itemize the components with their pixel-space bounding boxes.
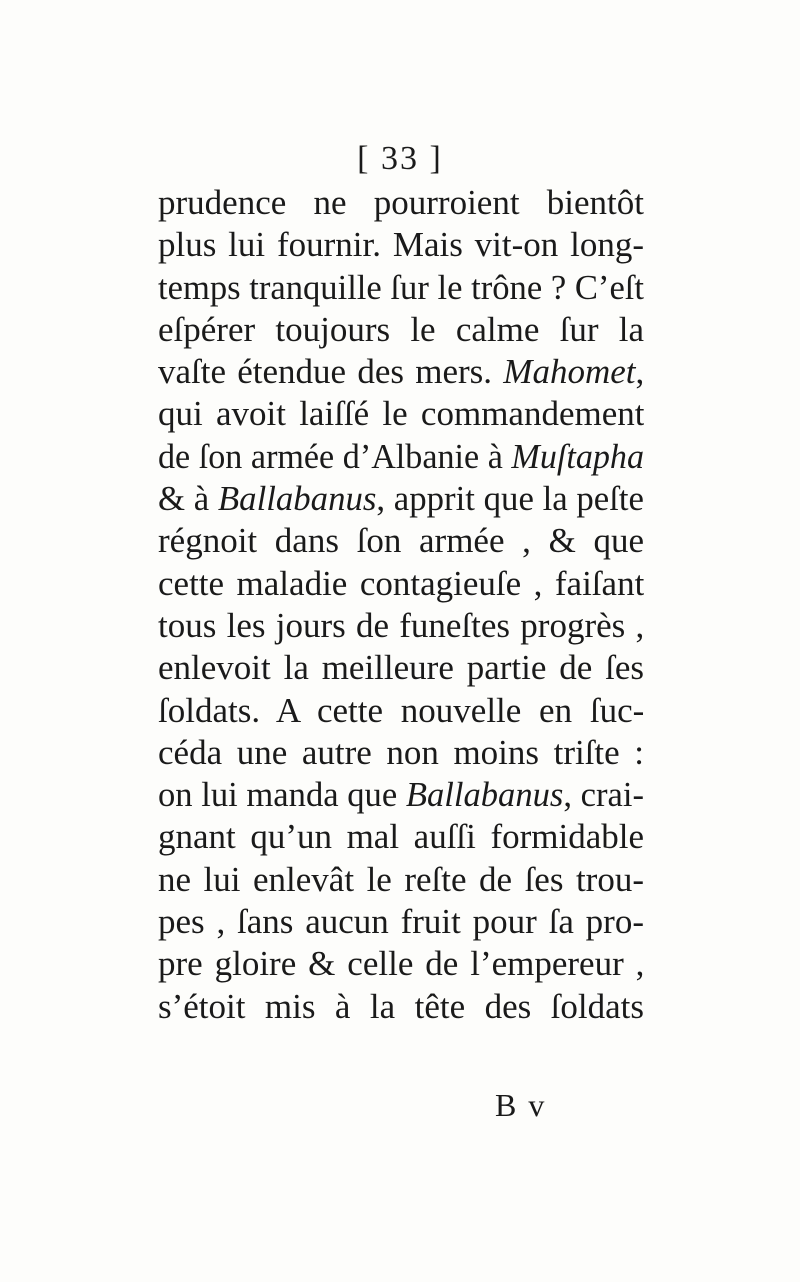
text-line — [158, 859, 644, 901]
text-segment: vaſte étendue des mers. — [158, 352, 504, 392]
text-segment: prudence ne pourroient bientôt — [158, 183, 644, 222]
text-segment: pre gloire & celle de l’empereur , — [158, 944, 644, 984]
text-segment: de ſon armée d’Albanie à — [158, 436, 512, 476]
text-segment: s’étoit mis à la tête des ſoldats — [158, 986, 644, 1026]
text-segment: enlevoit la meilleure partie de ſes — [158, 648, 644, 688]
text-segment: régnoit dans ſon armée , & que — [158, 521, 644, 561]
text-segment: plus lui fournir. Mais vit-on long- — [158, 225, 644, 265]
text-line — [158, 605, 644, 647]
text-line — [158, 563, 644, 605]
catchword: B v — [495, 1087, 547, 1123]
body-text — [158, 182, 644, 1028]
text-segment: céda une autre non moins triſte : — [158, 732, 644, 772]
text-segment: ne lui enlevât le reſte de ſes trou- — [158, 859, 644, 899]
text-line — [158, 943, 644, 985]
italic-name: Muſtapha — [511, 436, 644, 476]
text-line — [158, 690, 644, 732]
text-segment: temps tranquille ſur le trône ? C’eſt — [158, 267, 644, 307]
text-line — [158, 732, 644, 774]
text-line — [158, 351, 644, 393]
text-line — [158, 224, 644, 266]
text-line — [158, 520, 644, 562]
text-line — [158, 478, 644, 520]
text-segment: on lui manda que — [158, 775, 406, 815]
text-segment: , apprit que la peſte — [376, 479, 644, 519]
text-line — [158, 436, 644, 478]
text-line — [158, 816, 644, 858]
text-line — [158, 901, 644, 943]
text-segment: , — [635, 352, 644, 392]
text-segment: eſpérer toujours le calme ſur la — [158, 309, 644, 349]
text-line — [158, 986, 644, 1028]
text-line — [158, 309, 644, 351]
italic-name: Ballabanus — [217, 479, 377, 519]
text-segment: tous les jours de funeſtes progrès , — [158, 605, 644, 645]
text-segment: ſoldats. A cette nouvelle en ſuc- — [158, 690, 644, 730]
page-number-header: [ 33 ] — [357, 140, 443, 177]
text-line — [158, 182, 644, 224]
italic-name: Mahomet — [503, 352, 636, 392]
text-line — [158, 647, 644, 689]
text-line — [158, 774, 644, 816]
text-segment: gnant qu’un mal auſſi formidable — [158, 817, 644, 857]
text-segment: cette maladie contagieuſe , faiſant — [158, 563, 644, 603]
text-segment: , crai- — [563, 775, 644, 815]
text-segment: & à — [158, 479, 218, 519]
text-segment: qui avoit laiſſé le commandement — [158, 394, 644, 434]
italic-name: Ballabanus — [405, 775, 564, 815]
text-segment: pes , ſans aucun fruit pour ſa pro- — [158, 902, 644, 942]
text-line — [158, 267, 644, 309]
text-line — [158, 393, 644, 435]
